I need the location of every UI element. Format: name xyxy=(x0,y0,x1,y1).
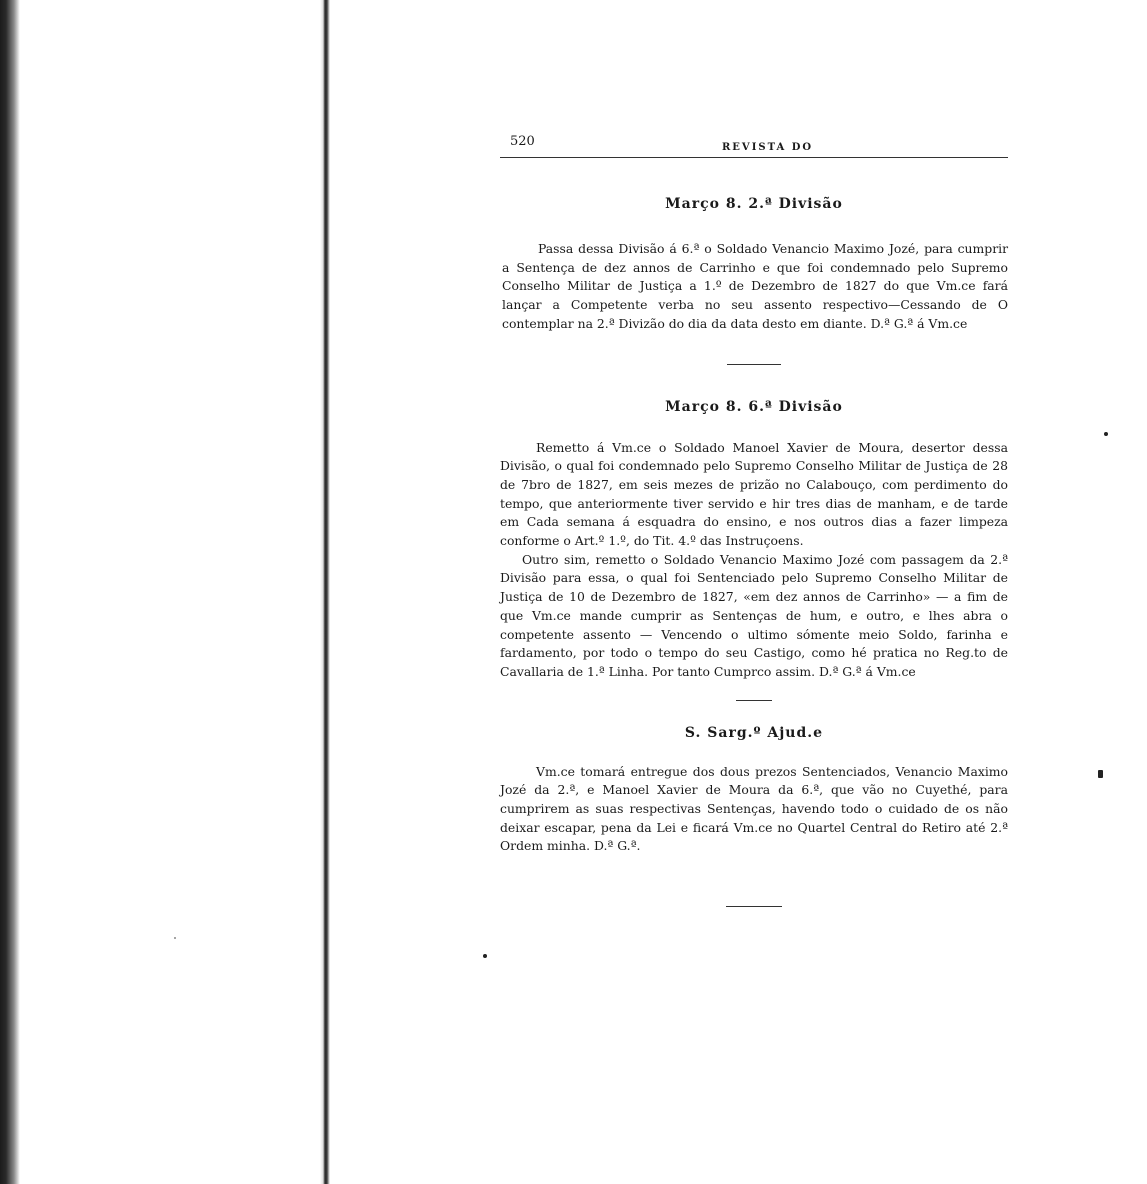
section-divider xyxy=(727,364,781,365)
scan-speck xyxy=(1098,770,1103,778)
header-rule xyxy=(500,157,1008,158)
page-gutter-shadow xyxy=(320,0,330,1184)
running-header xyxy=(500,130,1008,158)
scan-speck xyxy=(1104,432,1108,436)
scan-speck xyxy=(483,954,487,958)
section-title: Março 8. 6.ª Divisão xyxy=(665,398,843,415)
section-paragraph: Remetto á Vm.ce o Soldado Manoel Xavier de Moura, desertor dessa Divisão, o qual foi condemnado pelo Supremo Conselho Militar de Justiça de 28 de 7bro de 1827, em seis mezes de prizão no Calabouço, com perdimento do tempo, que anteriormente tiver servido e hir tres dias de manham, e de tarde em Cada semana á esquadra do ensino, e nos outros dias a fazer limpeza conforme o Art.º 1.º, do Tit. 4.º das Instruçoens. xyxy=(500,439,1008,549)
section-paragraph: Outro sim, remetto o Soldado Venancio Maximo Jozé com passagem da 2.ª Divisão para essa, o qual foi Sentenciado pelo Supremo Conselho Militar de Justiça de 10 de Dezembro de 1827, «em dez annos de Carrinho» — a fim de que Vm.ce mande cumprir as Sentenças de hum, e outro, e lhes abra o competente assento — Vencendo o ultimo sómente meio Soldo, farinha e fardamento, por todo o tempo do seu Castigo, como hé pratica no Reg.to de Cavallaria de 1.ª Linha. Por tanto Cumprco assim. D.ª G.ª á Vm.ce xyxy=(500,551,1008,679)
section-title: S. Sarg.º Ajud.e xyxy=(684,724,824,741)
section-paragraph: Passa dessa Divisão á 6.ª o Soldado Venancio Maximo Jozé, para cumprir a Sentença de dez annos de Carrinho e que foi condemnado pelo Supremo Conselho Militar de Justiça a 1.º de Dezembro de 1827 do que Vm.ce fará lançar a Competente verba no seu assento respectivo—Cessando de O contemplar na 2.ª Divizão do dia da data desto em diante. D.ª G.ª á Vm.ce xyxy=(502,241,1008,331)
book-binding-edge xyxy=(0,0,20,1184)
section-paragraph: Vm.ce tomará entregue dos dous prezos Sentenciados, Venancio Maximo Jozé da 2.ª, e Manoel Xavier de Moura da 6.ª, que vão no Cuyethé, para cumprirem as suas respectivas Sentenças, havendo todo o cuidado de os não deixar escapar, pena da Lei e ficará Vm.ce no Quartel Central do Retiro até 2.ª Ordem minha. D.ª G.ª. xyxy=(500,763,1008,854)
section-divider xyxy=(736,700,772,701)
page-number: 520 xyxy=(510,134,535,149)
scan-speck xyxy=(174,937,176,939)
section-title: Março 8. 2.ª Divisão xyxy=(665,196,843,212)
book-page xyxy=(500,130,1008,907)
section-divider xyxy=(726,906,782,907)
running-title: REVISTA DO xyxy=(722,142,814,153)
